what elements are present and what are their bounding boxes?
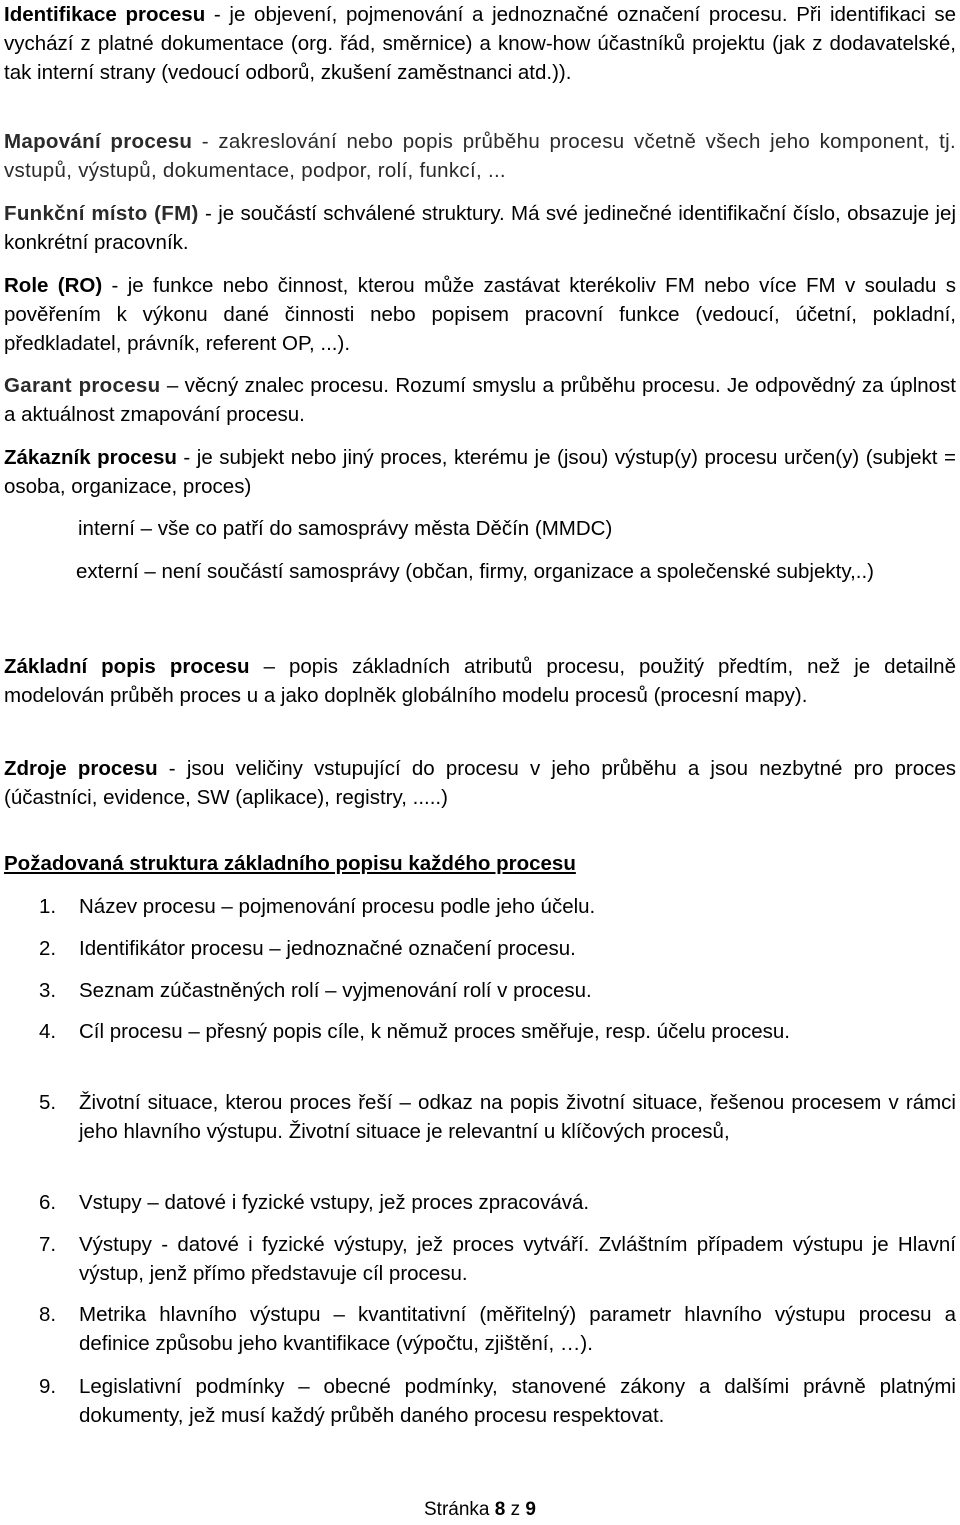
def-identifikace — [4, 0, 956, 87]
list-item — [4, 1017, 956, 1046]
definition-text: - je součástí schválené struktury. Má své jedinečné identifikační číslo, obsazuje jej konkrétní pracovník. — [4, 202, 956, 254]
list-item — [4, 1230, 956, 1288]
def-mapovani — [4, 127, 956, 185]
structure-heading: Požadovaná struktura základního popisu každého procesu — [4, 852, 576, 875]
definition-text: - je funkce nebo činnost, kterou může zastávat kterékoliv FM nebo více FM v souladu s pověřením k výkonu dané činnosti nebo popisem pracovní funkce (vedoucí, účetní, pokladní, předkladatel, právník, referent OP, ...). — [4, 274, 956, 355]
item-text: Životní situace, kterou proces řeší – odkaz na popis životní situace, řešenou procesem v rámci jeho hlavního výstupu. Životní situace je relevantní u klíčových procesů, — [79, 1091, 956, 1143]
term: Zdroje procesu — [4, 757, 158, 780]
def-role — [4, 271, 956, 358]
def-zakladni-popis — [4, 652, 956, 710]
item-text: Název procesu – pojmenování procesu podle jeho účelu. — [79, 895, 596, 918]
definition-text: - je subjekt nebo jiný proces, kterému je (jsou) výstup(y) procesu určen(y) (subjekt = osoba, organizace, proces) — [4, 446, 956, 498]
item-number: 2. — [39, 937, 57, 960]
item-number: 4. — [39, 1020, 57, 1043]
page-footer — [0, 1499, 960, 1521]
item-text: Vstupy – datové i fyzické vstupy, jež proces zpracovává. — [79, 1191, 590, 1214]
item-text: Identifikátor procesu – jednoznačné označení procesu. — [79, 937, 576, 960]
list-item — [4, 976, 956, 1005]
term: Zákazník procesu — [4, 446, 177, 469]
def-funkcni-misto — [4, 199, 956, 257]
item-text: Metrika hlavního výstupu – kvantitativní (měřitelný) parametr hlavního výstupu procesu a definice způsobu jeho kvantifikace (výpočtu, zjištění, …). — [79, 1303, 956, 1355]
footer-label: Stránka — [424, 1499, 490, 1520]
total-pages-number: 9 — [525, 1499, 536, 1520]
item-text: Cíl procesu – přesný popis cíle, k němuž proces směřuje, resp. účelu procesu. — [79, 1020, 790, 1043]
current-page-number: 8 — [494, 1499, 506, 1520]
item-text: Seznam zúčastněných rolí – vyjmenování rolí v procesu. — [79, 979, 592, 1002]
definition-text: – popis základních atributů procesu, použitý předtím, než je detailně modelován průběh proces u a jako doplněk globálního modelu procesů (procesní mapy). — [4, 655, 956, 707]
term: Role (RO) — [4, 274, 103, 297]
item-number: 6. — [39, 1191, 57, 1214]
item-number: 8. — [39, 1303, 57, 1326]
item-text: Legislativní podmínky – obecné podmínky, stanovené zákony a dalšími právně platnými dokumenty, jež musí každý průběh daného procesu respektovat. — [79, 1375, 956, 1427]
item-number: 5. — [39, 1091, 57, 1114]
customer-external: externí – není součástí samosprávy (občan, firmy, organizace a společenské subjekty,..) — [76, 560, 874, 583]
item-text: Výstupy - datové i fyzické výstupy, jež proces vytváří. Zvláštním případem výstupu je Hlavní výstup, jenž přímo představuje cíl procesu. — [79, 1233, 956, 1285]
term: Garant procesu — [4, 374, 161, 397]
list-item — [4, 892, 956, 921]
item-number: 9. — [39, 1375, 57, 1398]
term: Funkční místo (FM) — [4, 202, 199, 225]
definition-text: - je objevení, pojmenování a jednoznačné označení procesu. Při identifikaci se vychází z platné dokumentace (org. řád, směrnice) a know-how účastníků projektu (jak z dodavatelské, tak interní strany (vedoucí odborů, zkušení zaměstnanci atd.)). — [4, 3, 957, 84]
list-item — [4, 1188, 956, 1217]
term: Identifikace procesu — [4, 3, 206, 26]
term: Základní popis procesu — [4, 655, 250, 678]
def-garant — [4, 371, 956, 429]
definition-text: - zakreslování nebo popis průběhu procesu včetně všech jeho komponent, tj. vstupů, výstupů, dokumentace, podpor, rolí, funkcí, ... — [4, 130, 956, 182]
list-item — [4, 1300, 956, 1358]
list-item — [4, 1088, 956, 1146]
list-item — [4, 934, 956, 963]
definition-text: – věcný znalec procesu. Rozumí smyslu a průběhu procesu. Je odpovědný za úplnost a aktuálnost zmapování procesu. — [4, 374, 956, 426]
item-number: 3. — [39, 979, 57, 1002]
item-number: 1. — [39, 895, 57, 918]
def-zdroje — [4, 754, 956, 812]
footer-separator: z — [510, 1499, 521, 1520]
def-zakaznik — [4, 443, 956, 501]
list-item — [4, 1372, 956, 1430]
definition-text: - jsou veličiny vstupující do procesu v jeho průběhu a jsou nezbytné pro proces (účastníci, evidence, SW (aplikace), registry, .....) — [4, 757, 956, 809]
item-number: 7. — [39, 1233, 57, 1256]
customer-internal: interní – vše co patří do samosprávy města Děčín (MMDC) — [78, 517, 613, 540]
term: Mapování procesu — [4, 130, 193, 153]
